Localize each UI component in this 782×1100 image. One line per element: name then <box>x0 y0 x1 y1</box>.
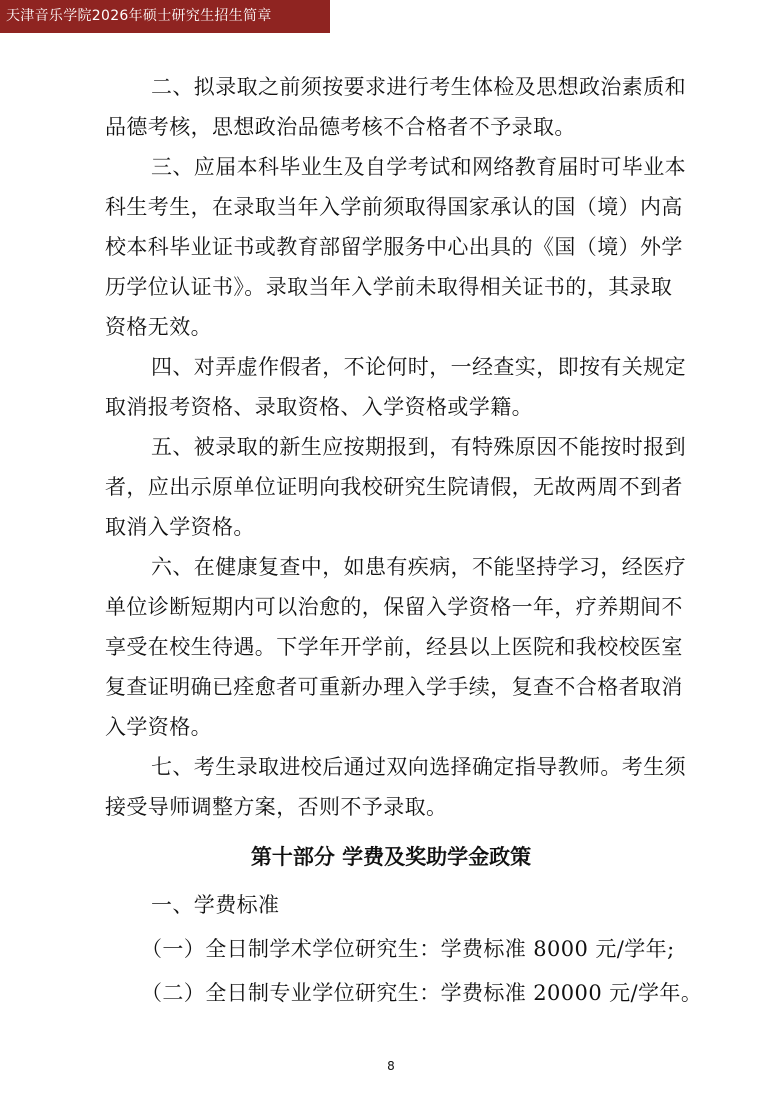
paragraph-line: 科生考生，在录取当年入学前须取得国家承认的国（境）内高 <box>105 195 683 219</box>
tuition-item: （一）全日制学术学位研究生：学费标准 8000 元/学年; <box>141 937 675 961</box>
paragraph-line: 校本科毕业证书或教育部留学服务中心出具的《国（境）外学 <box>105 235 683 259</box>
paragraph-line: 六、在健康复查中，如患有疾病，不能坚持学习，经医疗 <box>151 555 686 579</box>
paragraph-line: 复查证明确已痊愈者可重新办理入学手续，复查不合格者取消 <box>105 675 683 699</box>
tuition-item: （二）全日制专业学位研究生：学费标准 20000 元/学年。 <box>141 981 703 1005</box>
subsection-heading: 一、学费标准 <box>151 893 280 917</box>
paragraph-line: 接受导师调整方案，否则不予录取。 <box>105 795 448 819</box>
paragraph-line: 二、拟录取之前须按要求进行考生体检及思想政治素质和 <box>151 75 686 99</box>
paragraph-line: 品德考核，思想政治品德考核不合格者不予录取。 <box>105 115 576 139</box>
section-heading: 第十部分 学费及奖助学金政策 <box>250 845 532 869</box>
paragraph-line: 七、考生录取进校后通过双向选择确定指导教师。考生须 <box>151 755 686 779</box>
header-title: 天津音乐学院2026年硕士研究生招生简章 <box>6 8 272 24</box>
paragraph-line: 单位诊断短期内可以治愈的，保留入学资格一年，疗养期间不 <box>105 595 683 619</box>
paragraph-line: 三、应届本科毕业生及自学考试和网络教育届时可毕业本 <box>151 155 686 179</box>
paragraph-line: 享受在校生待遇。下学年开学前，经县以上医院和我校校医室 <box>105 635 683 659</box>
paragraph-line: 历学位认证书》。录取当年入学前未取得相关证书的，其录取 <box>105 275 673 299</box>
paragraph-line: 取消报考资格、录取资格、入学资格或学籍。 <box>105 395 533 419</box>
paragraph-line: 四、对弄虚作假者，不论何时，一经查实，即按有关规定 <box>151 355 686 379</box>
paragraph-line: 取消入学资格。 <box>105 515 255 539</box>
page-number: 8 <box>387 1059 395 1073</box>
document-header-banner <box>0 0 330 33</box>
paragraph-line: 者，应出示原单位证明向我校研究生院请假，无故两周不到者 <box>105 475 683 499</box>
paragraph-line: 五、被录取的新生应按期报到，有特殊原因不能按时报到 <box>151 435 686 459</box>
paragraph-line: 入学资格。 <box>105 715 212 739</box>
paragraph-line: 资格无效。 <box>105 315 212 339</box>
